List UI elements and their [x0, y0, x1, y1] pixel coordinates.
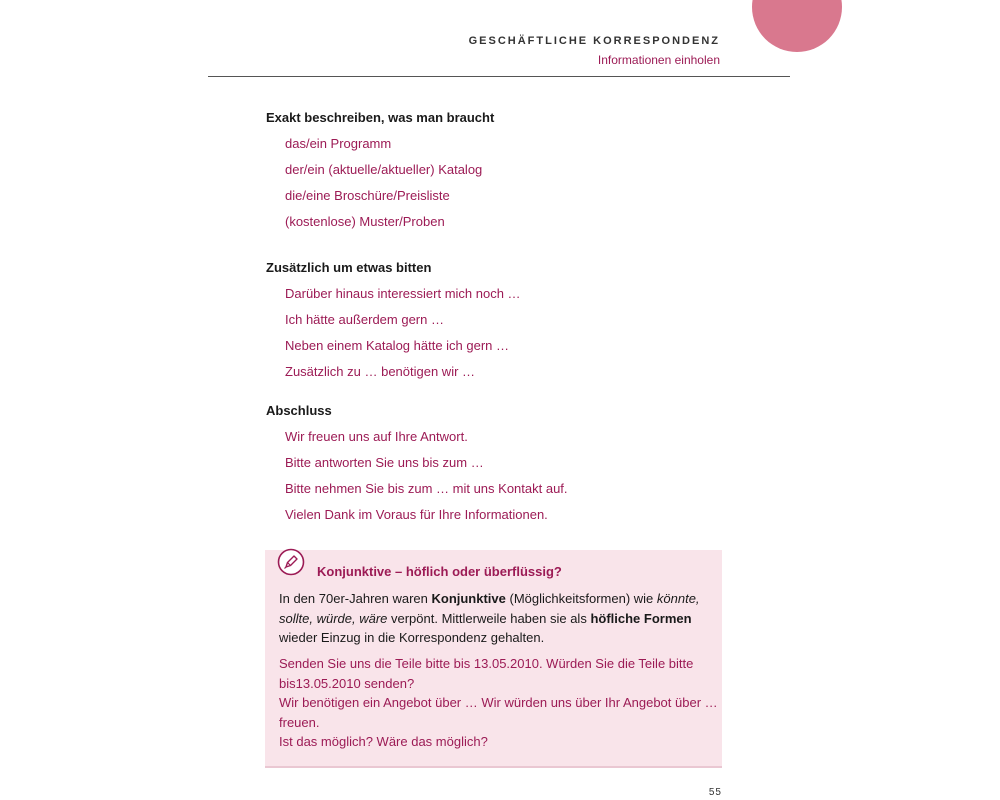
tip-example: Ist das möglich? Wäre das möglich?	[279, 734, 488, 749]
tip-example: Senden Sie uns die Teile bitte bis 13.05.2010. Würden Sie die Teile bitte bis13.05.2010 senden?	[279, 656, 694, 691]
section-closing	[266, 402, 568, 532]
tip-text: In den 70er-Jahren waren	[279, 591, 432, 606]
running-header-subtitle: Informationen einholen	[597, 53, 720, 67]
phrase-item: das/ein Programm	[285, 136, 392, 151]
phrase-item: Bitte antworten Sie uns bis zum …	[285, 455, 484, 470]
tip-text: wieder Einzug in die Korrespondenz gehalten.	[279, 630, 545, 645]
header-divider	[208, 76, 790, 77]
tip-italic-examples: könnte, sollte, würde, wäre	[279, 591, 700, 626]
tip-bold-term: höfliche Formen	[590, 610, 692, 626]
tip-bold-term: Konjunktive	[431, 591, 506, 606]
phrase-item: Neben einem Katalog hätte ich gern …	[285, 338, 510, 353]
phrase-item: Vielen Dank im Voraus für Ihre Informationen.	[285, 507, 548, 522]
phrase-item: die/eine Broschüre/Preisliste	[285, 188, 450, 203]
section-describe	[266, 109, 494, 239]
section-heading: Exakt beschreiben, was man braucht	[266, 110, 495, 125]
tip-text: (Möglichkeitsformen) wie	[505, 591, 657, 606]
section-heading: Zusätzlich um etwas bitten	[266, 260, 432, 275]
tip-example: Wir benötigen ein Angebot über … Wir würden uns über Ihr Angebot über … freuen.	[279, 695, 718, 730]
pen-icon	[277, 548, 305, 576]
tip-examples	[279, 654, 719, 752]
phrase-item: Zusätzlich zu … benötigen wir …	[285, 364, 476, 379]
phrase-item: Wir freuen uns auf Ihre Antwort.	[285, 429, 468, 444]
phrase-item: Bitte nehmen Sie bis zum … mit uns Kontakt auf.	[285, 481, 568, 496]
phrase-item: der/ein (aktuelle/aktueller) Katalog	[285, 162, 483, 177]
phrase-item: Darüber hinaus interessiert mich noch …	[285, 286, 521, 301]
page-number: 55	[708, 787, 722, 798]
running-header-title: GESCHÄFTLICHE KORRESPONDENZ	[468, 35, 720, 47]
phrase-item: (kostenlose) Muster/Proben	[285, 214, 445, 229]
phrase-item: Ich hätte außerdem gern …	[285, 312, 444, 327]
tip-body	[279, 589, 719, 648]
section-additional	[266, 259, 521, 389]
corner-decoration	[752, 0, 842, 52]
tip-title: Konjunktive – höflich oder überflüssig?	[317, 564, 562, 579]
section-heading: Abschluss	[266, 403, 332, 418]
tip-text: verpönt. Mittlerweile haben sie als	[387, 610, 591, 626]
